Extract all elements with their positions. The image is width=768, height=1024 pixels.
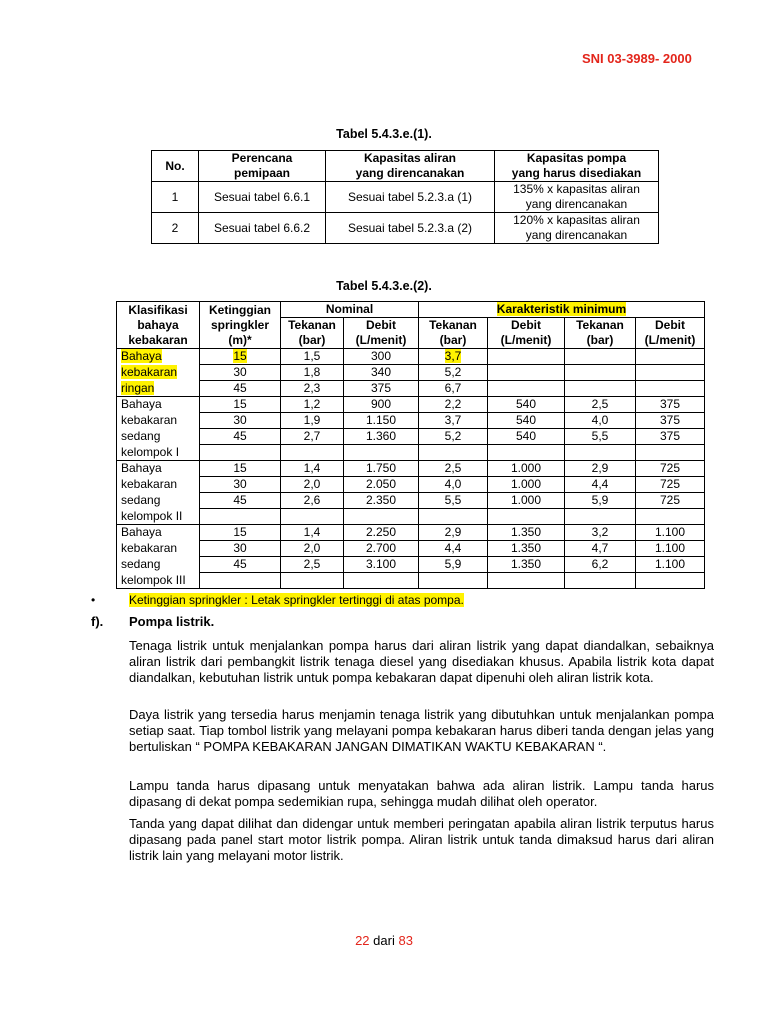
cell <box>281 573 344 589</box>
cell-value: 1.350 <box>510 541 542 555</box>
cell-value: 2.700 <box>365 541 397 555</box>
cell <box>488 493 565 509</box>
cell <box>344 413 419 429</box>
table-row <box>117 557 705 573</box>
class-label-cell <box>117 413 200 429</box>
table-row <box>117 381 705 397</box>
class-label-cell <box>117 445 200 461</box>
cell: 2 <box>152 213 199 244</box>
cell <box>488 429 565 445</box>
cell <box>636 429 705 445</box>
cell-value: 5,5 <box>444 493 462 507</box>
cell-value: 5,2 <box>444 429 462 443</box>
cell-value: 2,9 <box>444 525 462 539</box>
cell <box>281 461 344 477</box>
footnote <box>91 593 464 607</box>
cell <box>200 477 281 493</box>
class-label: kelompok II <box>121 508 183 523</box>
total-pages: 83 <box>398 933 413 948</box>
class-label-cell <box>117 381 200 397</box>
cell <box>488 509 565 525</box>
cell <box>636 461 705 477</box>
cell: Sesuai tabel 5.2.3.a (2) <box>326 213 495 244</box>
cell <box>419 493 488 509</box>
col-min-tekanan-2: Tekanan (bar) <box>565 318 636 349</box>
table-row <box>117 509 705 525</box>
table-row <box>117 541 705 557</box>
cell-value: 1.350 <box>510 557 542 571</box>
cell <box>281 557 344 573</box>
current-page: 22 <box>355 933 370 948</box>
class-label: kelompok I <box>121 444 180 459</box>
cell-value: 2.350 <box>365 493 397 507</box>
cell-value: 1,8 <box>303 365 321 379</box>
col-ketinggian: Ketinggian springkler (m)* <box>200 302 281 349</box>
class-label: Bahaya <box>121 397 162 412</box>
col-klasifikasi: Klasifikasi bahaya kebakaran <box>117 302 200 349</box>
cell <box>488 541 565 557</box>
page-separator: dari <box>373 933 395 948</box>
class-label-cell <box>117 493 200 509</box>
class-label: kebakaran <box>121 477 178 491</box>
class-label: kebakaran <box>121 413 178 427</box>
cell <box>565 509 636 525</box>
table-row <box>117 413 705 429</box>
cell <box>344 525 419 541</box>
cell <box>200 557 281 573</box>
cell <box>419 413 488 429</box>
cell <box>281 445 344 461</box>
cell-value: 540 <box>515 397 537 411</box>
cell <box>488 413 565 429</box>
cell <box>565 477 636 493</box>
cell <box>636 493 705 509</box>
cell <box>419 461 488 477</box>
paragraph: Daya listrik yang tersedia harus menjamin tenaga listrik yang dibutuhkan untuk menjalankan pompa setiap saat. Tiap tombol listrik yang melayani pompa kebakaran harus diberi tanda dengan jelas yang bertuliskan “ POMPA KEBAKARAN JANGAN DIMATIKAN WAKTU KEBAKARAN “. <box>129 707 714 754</box>
cell <box>200 397 281 413</box>
cell-value: 3,2 <box>591 525 609 539</box>
cell-value: 45 <box>233 429 247 443</box>
cell <box>565 365 636 381</box>
cell <box>419 477 488 493</box>
cell-value: 1,5 <box>303 349 321 363</box>
table-row <box>152 182 659 213</box>
table-row <box>117 349 705 365</box>
cell <box>344 477 419 493</box>
cell <box>488 397 565 413</box>
paragraph: Lampu tanda harus dipasang untuk menyatakan bahwa ada aliran listrik. Lampu tanda harus dipasang di dekat pompa sedemikian rupa, sehingga mudah dilihat oleh operator. <box>129 778 714 809</box>
pump-characteristics-table <box>116 301 705 589</box>
pump-capacity-table <box>151 150 659 244</box>
cell <box>200 381 281 397</box>
cell-value: 1,2 <box>303 397 321 411</box>
class-label-cell <box>117 525 200 541</box>
cell <box>488 445 565 461</box>
cell <box>565 413 636 429</box>
table-row <box>117 573 705 589</box>
cell-value: 1.360 <box>365 429 397 443</box>
cell <box>636 349 705 365</box>
cell <box>281 413 344 429</box>
cell-value: 2,5 <box>303 557 321 571</box>
cell-value: 540 <box>515 429 537 443</box>
cell-value: 15 <box>233 525 247 539</box>
class-label: kebakaran <box>121 541 178 555</box>
cell-value: 375 <box>370 381 392 395</box>
cell-value: 2,0 <box>303 541 321 555</box>
cell-value: 1.000 <box>510 477 542 491</box>
class-label: Bahaya <box>121 525 162 540</box>
cell <box>636 365 705 381</box>
cell <box>565 349 636 365</box>
cell <box>200 509 281 525</box>
cell <box>200 429 281 445</box>
cell-value: 15 <box>233 397 247 411</box>
cell <box>565 397 636 413</box>
class-label: sedang <box>121 429 161 443</box>
class-label: sedang <box>121 493 161 507</box>
cell <box>281 525 344 541</box>
cell <box>281 381 344 397</box>
cell-value: 2,5 <box>591 397 609 411</box>
cell <box>344 397 419 413</box>
cell <box>419 365 488 381</box>
cell <box>200 573 281 589</box>
cell-value: 5,2 <box>444 365 462 379</box>
col-min-debit-2: Debit (L/menit) <box>636 318 705 349</box>
page-number <box>0 933 768 948</box>
col-nominal-tekanan: Tekanan (bar) <box>281 318 344 349</box>
class-label: kebakaran <box>121 365 178 379</box>
cell-value: 3.100 <box>365 557 397 571</box>
cell <box>344 461 419 477</box>
cell: Sesuai tabel 6.6.1 <box>199 182 326 213</box>
class-label-cell <box>117 365 200 381</box>
cell-value: 2,7 <box>303 429 321 443</box>
table-row <box>117 429 705 445</box>
cell <box>200 413 281 429</box>
cell <box>344 573 419 589</box>
cell <box>488 477 565 493</box>
cell <box>281 509 344 525</box>
cell <box>636 541 705 557</box>
cell-value: 1.100 <box>654 541 686 555</box>
cell <box>488 381 565 397</box>
class-label-cell <box>117 349 200 365</box>
cell-value: 30 <box>233 541 247 555</box>
cell <box>200 525 281 541</box>
section-heading <box>91 614 214 629</box>
cell <box>281 493 344 509</box>
cell <box>636 557 705 573</box>
class-label: sedang <box>121 557 161 571</box>
cell <box>344 445 419 461</box>
cell-value: 2,3 <box>303 381 321 395</box>
cell <box>565 429 636 445</box>
cell: 1 <box>152 182 199 213</box>
cell-value: 6,2 <box>591 557 609 571</box>
cell <box>565 525 636 541</box>
cell <box>636 477 705 493</box>
cell <box>488 557 565 573</box>
cell-value: 1,4 <box>303 461 321 475</box>
footnote-text: Ketinggian springkler : Letak springkler tertinggi di atas pompa. <box>129 593 464 607</box>
table-row <box>117 397 705 413</box>
cell-value: 340 <box>370 365 392 379</box>
cell-value: 2,6 <box>303 493 321 507</box>
cell-value: 30 <box>233 413 247 427</box>
cell-value: 1.350 <box>510 525 542 539</box>
cell: Sesuai tabel 6.6.2 <box>199 213 326 244</box>
cell <box>636 381 705 397</box>
cell <box>419 429 488 445</box>
cell <box>419 381 488 397</box>
table-row <box>117 477 705 493</box>
document-code: SNI 03-3989- 2000 <box>582 51 692 66</box>
cell <box>565 557 636 573</box>
class-label-cell <box>117 477 200 493</box>
cell <box>281 477 344 493</box>
cell <box>344 381 419 397</box>
cell-value: 375 <box>659 413 681 427</box>
cell <box>565 493 636 509</box>
cell <box>419 541 488 557</box>
cell-value: 900 <box>370 397 392 411</box>
cell <box>344 349 419 365</box>
cell <box>419 349 488 365</box>
cell <box>419 573 488 589</box>
cell-value: 2.050 <box>365 477 397 491</box>
table-2-caption: Tabel 5.4.3.e.(2). <box>336 279 432 293</box>
cell-value: 6,7 <box>444 381 462 395</box>
cell: 135% x kapasitas aliran yang direncanakan <box>495 182 659 213</box>
col-min-debit-1: Debit (L/menit) <box>488 318 565 349</box>
table-1-caption: Tabel 5.4.3.e.(1). <box>336 127 432 141</box>
cell-value: 300 <box>370 349 392 363</box>
cell-value: 725 <box>659 477 681 491</box>
bullet-icon: • <box>91 593 96 607</box>
cell <box>636 413 705 429</box>
cell <box>565 461 636 477</box>
class-label-cell <box>117 573 200 589</box>
cell-value: 3,7 <box>444 413 462 427</box>
cell <box>488 525 565 541</box>
cell-value: 2.250 <box>365 525 397 539</box>
cell: 120% x kapasitas aliran yang direncanakan <box>495 213 659 244</box>
cell <box>419 397 488 413</box>
cell <box>565 381 636 397</box>
karakteristik-label: Karakteristik minimum <box>496 302 627 316</box>
col-perencana: Perencana pemipaan <box>199 151 326 182</box>
paragraph: Tenaga listrik untuk menjalankan pompa harus dari aliran listrik yang dapat diandalkan, sebaiknya aliran listrik dari pembangkit listrik tenaga diesel yang disediakan khusus. Apabila listrik kota dapat diandalkan, kebutuhan listrik untuk pompa kebakaran dapat dipenuhi oleh aliran listrik kota. <box>129 638 714 685</box>
class-label: kelompok III <box>121 572 186 587</box>
cell <box>636 445 705 461</box>
cell <box>344 429 419 445</box>
col-nominal-debit: Debit (L/menit) <box>344 318 419 349</box>
cell-value: 4,0 <box>591 413 609 427</box>
cell-value: 2,5 <box>444 461 462 475</box>
cell-value: 540 <box>515 413 537 427</box>
class-label-cell <box>117 461 200 477</box>
table-row <box>152 213 659 244</box>
cell-value: 5,9 <box>444 557 462 571</box>
cell <box>344 365 419 381</box>
class-label-cell <box>117 509 200 525</box>
class-label-cell <box>117 541 200 557</box>
cell-value: 1,4 <box>303 525 321 539</box>
cell <box>200 541 281 557</box>
cell-value: 1.000 <box>510 461 542 475</box>
cell-value: 3,7 <box>444 349 462 363</box>
table-row <box>117 445 705 461</box>
cell <box>419 557 488 573</box>
cell-value: 1.100 <box>654 525 686 539</box>
cell: Sesuai tabel 5.2.3.a (1) <box>326 182 495 213</box>
cell <box>488 573 565 589</box>
cell <box>488 461 565 477</box>
cell <box>419 509 488 525</box>
class-label-cell <box>117 557 200 573</box>
table-row <box>117 493 705 509</box>
cell <box>200 349 281 365</box>
cell <box>636 525 705 541</box>
cell <box>200 461 281 477</box>
cell-value: 1,9 <box>303 413 321 427</box>
col-kapasitas-aliran: Kapasitas aliran yang direncanakan <box>326 151 495 182</box>
class-label: Bahaya <box>121 349 162 364</box>
cell <box>281 429 344 445</box>
col-group-nominal: Nominal <box>281 302 419 318</box>
cell <box>344 493 419 509</box>
table-row <box>117 525 705 541</box>
table-row <box>117 461 705 477</box>
cell <box>200 365 281 381</box>
cell-value: 375 <box>659 397 681 411</box>
paragraph: Tanda yang dapat dilihat dan didengar untuk memberi peringatan apabila aliran listrik terputus harus dipasang pada panel start motor listrik pompa. Aliran listrik untuk tanda dimaksud harus dari aliran listrik lain yang melayani motor listrik. <box>129 816 714 863</box>
cell-value: 1.150 <box>365 413 397 427</box>
cell <box>565 573 636 589</box>
cell-value: 30 <box>233 365 247 379</box>
cell <box>488 365 565 381</box>
cell-value: 30 <box>233 477 247 491</box>
cell-value: 725 <box>659 461 681 475</box>
cell-value: 45 <box>233 381 247 395</box>
col-no: No. <box>152 151 199 182</box>
section-number: f). <box>91 614 104 629</box>
cell <box>281 349 344 365</box>
cell <box>281 541 344 557</box>
cell <box>488 349 565 365</box>
cell <box>344 509 419 525</box>
cell-value: 45 <box>233 493 247 507</box>
table-row <box>117 365 705 381</box>
class-label-cell <box>117 397 200 413</box>
cell <box>636 397 705 413</box>
cell-value: 15 <box>233 349 247 363</box>
cell-value: 1.000 <box>510 493 542 507</box>
class-label: ringan <box>121 380 155 395</box>
cell-value: 1.100 <box>654 557 686 571</box>
cell <box>636 573 705 589</box>
cell-value: 15 <box>233 461 247 475</box>
class-label-cell <box>117 429 200 445</box>
cell-value: 375 <box>659 429 681 443</box>
cell-value: 45 <box>233 557 247 571</box>
section-title: Pompa listrik. <box>129 614 215 629</box>
cell <box>200 493 281 509</box>
cell-value: 1.750 <box>365 461 397 475</box>
cell <box>344 557 419 573</box>
cell <box>565 541 636 557</box>
cell <box>344 541 419 557</box>
cell-value: 4,4 <box>591 477 609 491</box>
cell-value: 4,7 <box>591 541 609 555</box>
cell <box>419 525 488 541</box>
cell-value: 2,2 <box>444 397 462 411</box>
cell <box>636 509 705 525</box>
cell-value: 4,4 <box>444 541 462 555</box>
cell <box>200 445 281 461</box>
cell <box>419 445 488 461</box>
cell-value: 2,0 <box>303 477 321 491</box>
cell <box>565 445 636 461</box>
cell <box>281 365 344 381</box>
cell <box>281 397 344 413</box>
cell-value: 5,9 <box>591 493 609 507</box>
cell-value: 5,5 <box>591 429 609 443</box>
cell-value: 2,9 <box>591 461 609 475</box>
col-kapasitas-pompa: Kapasitas pompa yang harus disediakan <box>495 151 659 182</box>
class-label: Bahaya <box>121 461 162 476</box>
col-min-tekanan-1: Tekanan (bar) <box>419 318 488 349</box>
cell-value: 725 <box>659 493 681 507</box>
cell-value: 4,0 <box>444 477 462 491</box>
col-group-karakteristik <box>419 302 705 318</box>
